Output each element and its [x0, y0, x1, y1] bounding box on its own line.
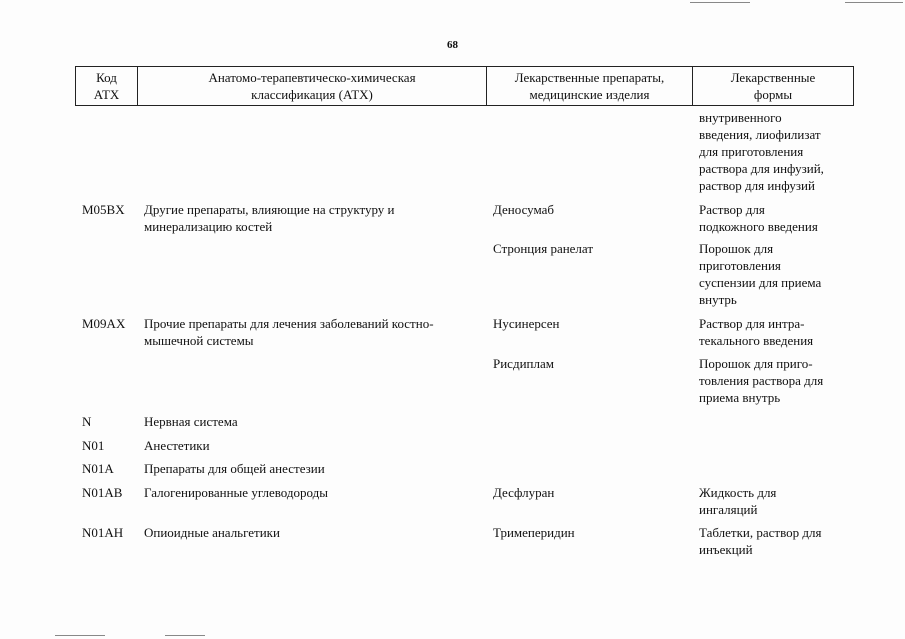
- drug-cell: Деносумаб: [493, 202, 555, 217]
- code-cell: N01AB: [82, 485, 123, 500]
- forms-cell: Порошок для приго- товления раствора для приема внутрь: [699, 356, 824, 405]
- forms-cell: Жидкость для ингаляций: [699, 485, 777, 517]
- forms-cell: Раствор для интра- текального введения: [699, 316, 814, 348]
- table-header: [75, 66, 854, 106]
- classification-cell: Опиоидные анальгетики: [144, 525, 280, 540]
- forms-cell: Раствор для подкожного введения: [699, 202, 818, 234]
- classification-cell: Галогенированные углеводороды: [144, 485, 329, 500]
- scan-mark-top-right: [845, 2, 903, 3]
- classification-cell: Препараты для общей анестезии: [144, 461, 325, 476]
- drug-cell: Тримеперидин: [493, 525, 575, 540]
- drug-cell: Рисдиплам: [493, 356, 554, 371]
- scan-mark-bottom-mid: [165, 635, 205, 636]
- header-classification: Анатомо-терапевтическо-химическая классификация (АТХ): [138, 67, 487, 105]
- code-cell: N01AH: [82, 525, 124, 540]
- classification-cell: Нервная система: [144, 414, 238, 429]
- scan-mark-bottom-left: [55, 635, 105, 636]
- header-forms: Лекарственные формы: [730, 70, 816, 102]
- scan-mark-top: [690, 2, 750, 3]
- header-code: Код АТХ: [76, 67, 138, 105]
- classification-cell: Анестетики: [144, 438, 210, 453]
- forms-cell: внутривенного введения, лиофилизат для приготовления раствора для инфузий, раствор для инфузий: [699, 110, 824, 193]
- page-number: 68: [447, 39, 458, 51]
- forms-cell: Порошок для приготовления суспензии для приема внутрь: [699, 241, 822, 307]
- header-drugs: Лекарственные препараты, медицинские изделия: [487, 67, 693, 105]
- code-cell: M09AX: [82, 316, 126, 331]
- forms-cell: Таблетки, раствор для инъекций: [699, 525, 822, 557]
- code-cell: M05BX: [82, 202, 125, 217]
- drug-cell: Стронция ранелат: [493, 241, 594, 256]
- code-cell: N01A: [82, 461, 114, 476]
- code-cell: N: [82, 414, 92, 429]
- drug-cell: Десфлуран: [493, 485, 555, 500]
- drug-cell: Нусинерсен: [493, 316, 560, 331]
- classification-cell: Другие препараты, влияющие на структуру и минерализацию костей: [144, 202, 395, 234]
- code-cell: N01: [82, 438, 105, 453]
- classification-cell: Прочие препараты для лечения заболеваний костно- мышечной системы: [144, 316, 434, 348]
